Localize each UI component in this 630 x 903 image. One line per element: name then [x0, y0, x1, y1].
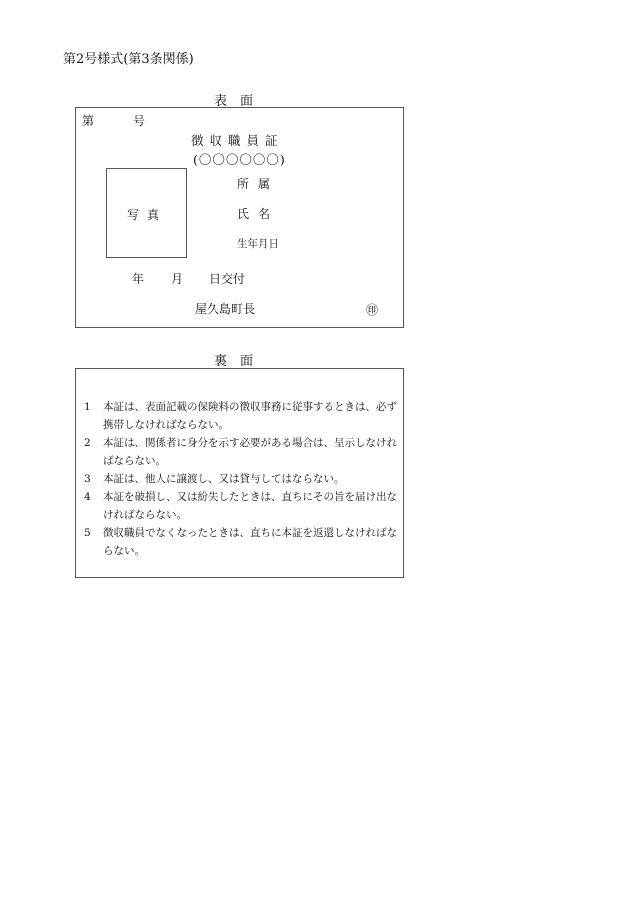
note-text: 徴収職員でなくなったときは、直ちに本証を返還しなければならない。	[103, 527, 397, 557]
list-item	[84, 434, 398, 470]
affiliation-label: 所属	[237, 177, 280, 191]
issue-month-label: 月	[171, 272, 184, 286]
name-label: 氏名	[237, 207, 280, 221]
note-number: 1	[84, 401, 91, 413]
photo-box	[106, 168, 187, 258]
note-text: 本証を破損し、又は紛失したときは、直ちにその旨を届け出なければならない。	[103, 491, 397, 521]
seal-mark: ㊞	[366, 303, 379, 317]
note-number: 4	[84, 491, 91, 503]
issuer-name: 屋久島町長	[195, 302, 256, 316]
card-heading: 徴収職員証	[191, 133, 284, 148]
note-text: 本証は、関係者に身分を示す必要がある場合は、呈示しなければならない。	[103, 437, 397, 467]
id-card-front	[75, 107, 404, 328]
issue-day-label: 日交付	[209, 272, 246, 286]
note-number: 3	[84, 473, 91, 485]
date-of-birth-label: 生年月日	[237, 238, 279, 250]
note-text: 本証は、表面記載の保険料の徴収事務に従事するときは、必ず携帯しなければならない。	[103, 401, 397, 431]
card-number-prefix: 第	[82, 114, 95, 128]
notes-list	[84, 398, 398, 560]
note-number: 2	[84, 437, 91, 449]
issue-year-label: 年	[132, 272, 145, 286]
list-item	[84, 488, 398, 524]
note-text: 本証は、他人に譲渡し、又は貸与してはならない。	[103, 473, 345, 485]
front-side-label: 表 面	[214, 94, 254, 109]
photo-label: 写真	[127, 208, 168, 222]
back-side-label: 裏 面	[214, 354, 254, 369]
id-card-back	[75, 368, 404, 578]
note-number: 5	[84, 527, 91, 539]
list-item	[84, 398, 398, 434]
list-item	[84, 470, 398, 488]
document-title: 第2号様式(第3条関係)	[63, 52, 194, 67]
card-sub-heading: (〇〇〇〇〇〇)	[193, 152, 286, 167]
card-number-suffix: 号	[133, 114, 146, 128]
list-item	[84, 524, 398, 560]
